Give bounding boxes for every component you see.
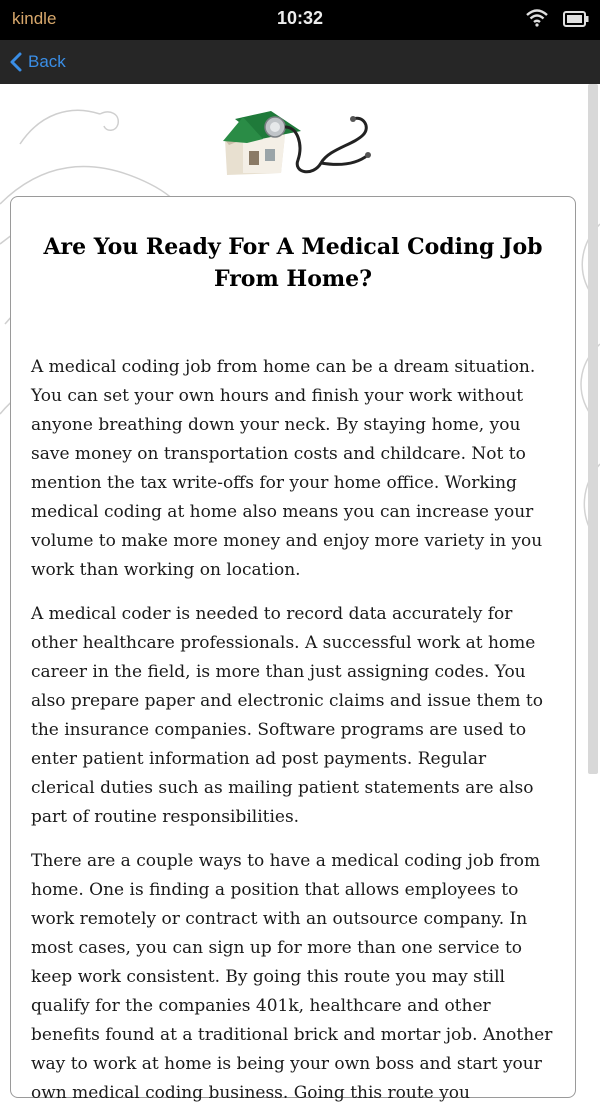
scrollbar[interactable]	[588, 84, 598, 774]
wifi-icon	[526, 9, 548, 31]
article-paragraph: A medical coding job from home can be a dream situation. You can set your own hours and finish your work without anyone breathing down your neck. By staying home, you save money on transportation costs and childcare. Not to mention the tax write-offs for your home office. Working medical coding at home also means you can increase your volume to make more money and enjoy more variety in you work than working on location.	[31, 357, 543, 580]
back-button[interactable]	[10, 49, 66, 75]
clock: 10:32	[276, 8, 324, 28]
article-screen	[0, 84, 600, 1103]
battery-icon	[563, 11, 589, 31]
chevron-left-icon	[10, 52, 22, 72]
logo-box	[203, 105, 381, 180]
back-label: Back	[28, 52, 66, 71]
article-paragraph: A medical coder is needed to record data accurately for other healthcare professionals. A successful work at home career in the field, is more than just assigning codes. You also prepare paper and electronic claims and issue them to the insurance companies. Software programs are used to enter patient information ad post payments. Regular clerical duties such as mailing patient statements are also part of routine responsibilities.	[31, 604, 543, 827]
nav-bar	[0, 40, 600, 84]
house-stethoscope-icon	[203, 105, 381, 180]
article-body	[31, 353, 553, 1108]
status-bar	[0, 0, 600, 40]
article-paragraph: There are a couple ways to have a medical coding job from home. One is finding a position that allows employees to work remotely or contract with an outsource company. In most cases, you can sign up for more than one service to keep work consistent. By going this route you may still qualify for the companies 401k, healthcare and other benefits found at a traditional brick and mortar job. Another way to work at home is being your own boss and start your own medical coding business. Going this route you	[31, 851, 553, 1103]
article-card	[10, 196, 576, 1103]
app-name: kindle	[12, 9, 57, 28]
article-title: Are You Ready For A Medical Coding Job From Home?	[43, 234, 543, 292]
